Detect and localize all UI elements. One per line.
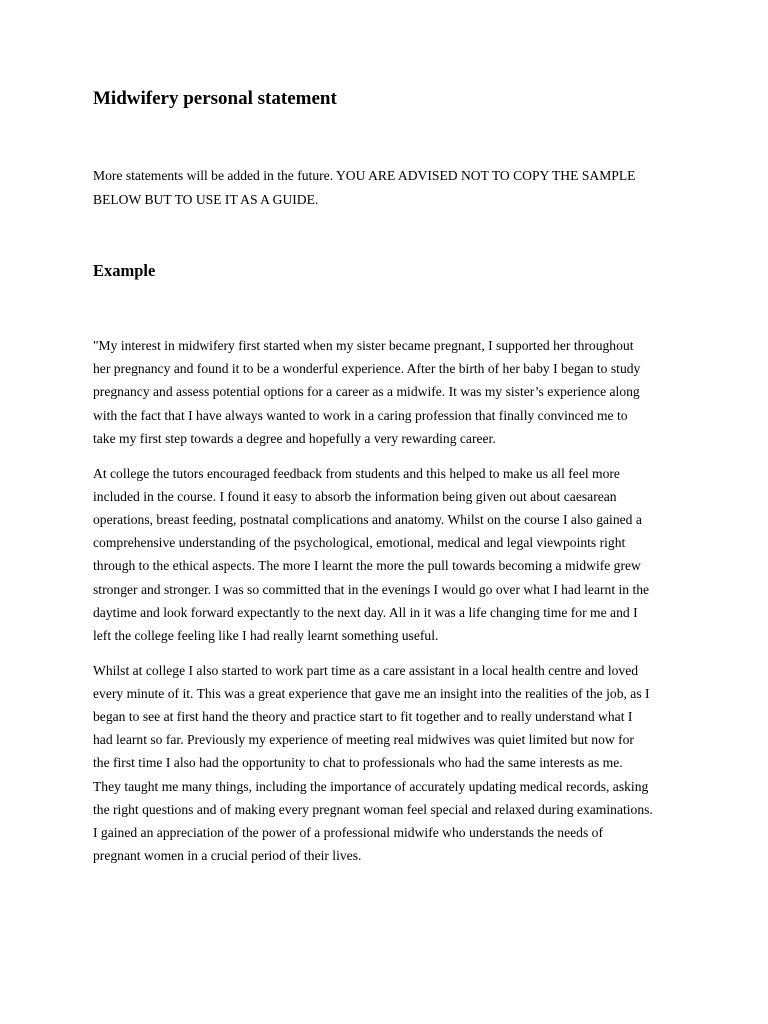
statement-paragraph-2 [93,462,683,648]
text-line: the right questions and of making every pregnant woman feel special and relaxed during examinations. [93,801,653,817]
text-line: had learnt so far. Previously my experience of meeting real midwives was quiet limited but now for [93,732,634,748]
statement-paragraph-3 [93,659,683,868]
notice-line: BELOW BUT TO USE IT AS A GUIDE. [93,191,319,207]
text-line: left the college feeling like I had really learnt something useful. [93,627,439,643]
text-line: began to see at first hand the theory and practice start to fit together and to really understand what I [93,709,633,725]
text-line: They taught me many things, including the importance of accurately updating medical records, asking [93,778,649,794]
notice-line: More statements will be added in the future. YOU ARE ADVISED NOT TO COPY THE SAMPLE [93,168,636,183]
text-line: operations, breast feeding, postnatal complications and anatomy. Whilst on the course I also gained a [93,511,642,527]
text-line: Whilst at college I also started to work part time as a care assistant in a local health centre and loved [93,662,639,678]
text-line: daytime and look forward expectantly to the next day. All in it was a life changing time for me and I [93,604,638,620]
document-title: Midwifery personal statement [93,88,337,109]
example-heading: Example [93,261,156,280]
text-line: her pregnancy and found it to be a wonderful experience. After the birth of her baby I began to study [93,361,641,377]
text-line: pregnancy and assess potential options for a career as a midwife. It was my sister’s experience along [93,384,640,400]
text-line: "My interest in midwifery first started when my sister became pregnant, I supported her throughout [93,338,634,353]
example-statement [93,334,683,879]
text-line: the first time I also had the opportunity to chat to professionals who had the same interests as me. [93,755,623,771]
text-line: comprehensive understanding of the psychological, emotional, medical and legal viewpoints right [93,535,626,551]
text-line: take my first step towards a degree and hopefully a very rewarding career. [93,430,496,446]
text-line: with the fact that I have always wanted to work in a caring profession that finally convinced me to [93,407,628,423]
text-line: every minute of it. This was a great experience that gave me an insight into the realities of the job, as I [93,685,650,701]
text-line: pregnant women in a crucial period of their lives. [93,848,362,864]
text-line: through to the ethical aspects. The more I learnt the more the pull towards becoming a midwife grew [93,558,641,574]
statement-paragraph-1 [93,334,683,450]
text-line: stronger and stronger. I was so committed that in the evenings I would go over what I had learnt in the [93,581,650,597]
copy-warning-notice [93,164,683,211]
text-line: I gained an appreciation of the power of a professional midwife who understands the needs of [93,825,603,841]
text-line: included in the course. I found it easy to absorb the information being given out about caesarean [93,488,617,504]
text-line: At college the tutors encouraged feedback from students and this helped to make us all feel more [93,465,620,481]
